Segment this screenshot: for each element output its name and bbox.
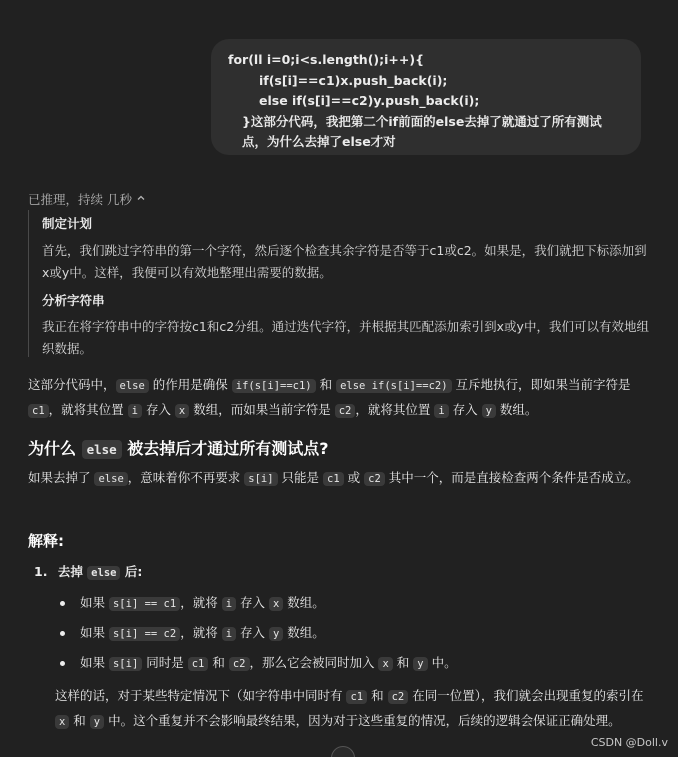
- user-message-bubble: [211, 39, 641, 155]
- list-item: [80, 651, 457, 676]
- list-item: [80, 591, 325, 616]
- text: ，那么它会被同时加入: [249, 655, 379, 670]
- inline-code: s[i]: [244, 472, 277, 486]
- section-heading: [28, 436, 329, 459]
- text: 如果: [80, 655, 109, 670]
- reasoning-step-title: 分析字符串: [42, 293, 105, 308]
- text: 数组，而如果当前字符是: [189, 402, 335, 417]
- inline-code: else: [94, 472, 127, 486]
- inline-code: s[i] == c2: [109, 627, 180, 641]
- text: ，就将其位置: [355, 402, 435, 417]
- inline-code: c2: [229, 657, 250, 671]
- text: 和: [392, 655, 414, 670]
- inline-code: y: [413, 657, 427, 671]
- reasoning-step-title: 制定计划: [42, 216, 93, 231]
- inline-code: c2: [364, 472, 385, 486]
- inline-code: i: [222, 597, 236, 611]
- bullet-icon: [60, 631, 65, 636]
- inline-code: y: [482, 404, 496, 418]
- answer-intro: [28, 373, 643, 423]
- text: 其中一个，而是直接检查两个条件是否成立。: [384, 470, 639, 485]
- reasoning-panel: [28, 210, 648, 357]
- text: 和: [208, 655, 229, 670]
- user-code-line-3: else if(s[i]==c2)y.push_back(i);: [259, 93, 480, 108]
- text: 和: [315, 377, 337, 392]
- inline-code: x: [378, 657, 392, 671]
- text: 存入: [236, 595, 269, 610]
- text: 只能是: [277, 470, 324, 485]
- text: 在同一位置），我们就会出现重复的索引在: [408, 688, 644, 703]
- heading-text: 被去掉后才通过所有测试点?: [121, 439, 329, 458]
- inline-code: else if(s[i]==c2): [336, 379, 451, 393]
- inline-code: c1: [323, 472, 344, 486]
- text: ，就将其位置: [48, 402, 128, 417]
- text: 后:: [120, 564, 143, 579]
- text: 存入: [141, 402, 175, 417]
- heading-text: 为什么: [28, 439, 82, 458]
- text: 存入: [236, 625, 269, 640]
- inline-code: else: [82, 440, 122, 459]
- text: 如果: [80, 595, 109, 610]
- inline-code: i: [222, 627, 236, 641]
- text: 或: [343, 470, 365, 485]
- inline-code: i: [434, 404, 448, 418]
- text: 数组。: [283, 595, 325, 610]
- text: 互斥地执行，即如果当前字符是: [451, 377, 631, 392]
- text: 去掉: [57, 564, 88, 579]
- user-question-text: }这部分代码，我把第二个if前面的else去掉了就通过了所有测试点，为什么去掉了else才对: [242, 113, 602, 149]
- text: 这样的话，对于某些特定情况下（如字符串中同时有: [55, 688, 347, 703]
- text: 存入: [448, 402, 482, 417]
- chevron-up-icon: [136, 193, 146, 206]
- text: ，就将: [180, 595, 222, 610]
- numbered-item: [34, 560, 142, 585]
- inline-code: x: [175, 404, 189, 418]
- text: 数组。: [495, 402, 538, 417]
- item-number: 1.: [34, 564, 48, 579]
- reasoning-toggle[interactable]: [28, 190, 146, 208]
- reasoning-status: 已推理，持续 几秒: [28, 192, 132, 207]
- watermark: CSDN @Doll.v: [590, 736, 668, 749]
- reasoning-step-text: 我正在将字符串中的字符按c1和c2分组。通过迭代字符，并根据其匹配添加索引到x或y中，我们可以有效地组织数据。: [42, 319, 649, 356]
- text: 中。: [427, 655, 457, 670]
- inline-code: c1: [28, 404, 49, 418]
- inline-code: y: [90, 715, 104, 729]
- inline-code: x: [269, 597, 283, 611]
- answer-paragraph-3: [55, 684, 645, 734]
- text: 中。这个重复并不会影响最终结果，因为对于这些重复的情况，后续的逻辑会保证正确处理。: [104, 713, 621, 728]
- inline-code: s[i]: [109, 657, 142, 671]
- text: 同时是: [142, 655, 188, 670]
- text: 和: [367, 688, 388, 703]
- inline-code: else: [116, 379, 149, 393]
- text: ，意味着你不再要求: [127, 470, 245, 485]
- explain-heading: 解释:: [28, 532, 64, 550]
- user-code-line-2: if(s[i]==c1)x.push_back(i);: [259, 72, 448, 88]
- list-item: [80, 621, 325, 646]
- text: 数组。: [283, 625, 325, 640]
- inline-code: x: [55, 715, 69, 729]
- inline-code: i: [128, 404, 142, 418]
- inline-code: c2: [388, 690, 409, 704]
- inline-code: if(s[i]==c1): [232, 379, 316, 393]
- bullet-icon: [60, 661, 65, 666]
- text: 这部分代码中，: [28, 377, 116, 392]
- user-code-line-1: for(ll i=0;i<s.length();i++){: [228, 52, 424, 67]
- scroll-down-button[interactable]: [331, 746, 355, 757]
- text: 如果去掉了: [28, 470, 95, 485]
- text: 和: [69, 713, 90, 728]
- inline-code: s[i] == c1: [109, 597, 180, 611]
- inline-code: c1: [188, 657, 209, 671]
- bullet-icon: [60, 601, 65, 606]
- text: 如果: [80, 625, 109, 640]
- text: 的作用是确保: [148, 377, 232, 392]
- inline-code: c1: [346, 690, 367, 704]
- inline-code: y: [269, 627, 283, 641]
- reasoning-step-text: 首先，我们跳过字符串的第一个字符，然后逐个检查其余字符是否等于c1或c2。如果是，我们就把下标添加到x或y中。这样，我便可以有效地整理出需要的数据。: [42, 243, 647, 280]
- inline-code: c2: [335, 404, 356, 418]
- answer-paragraph-2: [28, 466, 643, 491]
- text: ，就将: [180, 625, 222, 640]
- inline-code: else: [87, 566, 120, 580]
